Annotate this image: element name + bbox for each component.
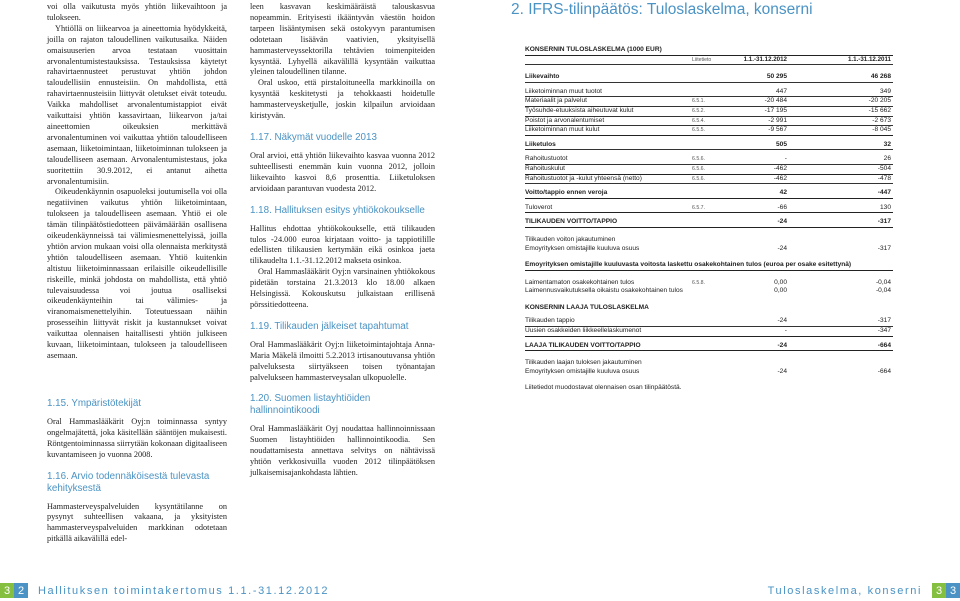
- table-row: Tuloverot 6.5.7. -66 130: [525, 204, 893, 214]
- text-column-1: [47, 2, 227, 545]
- table-row: Työsuhde-etuuksista aiheutuvat kulut 6.5.2. -17 195 -15 662: [525, 107, 893, 117]
- table-row: Emoyrityksen omistajille kuuluva osuus -24 -317: [525, 244, 891, 252]
- paragraph: Hallitus ehdottaa yhtiökokoukselle, että tilikauden tulos -24.000 euroa kirjataan voitto- ja tappiotilille edellisten tilikausien kertymään eikä osinkoa jaeta tilikaudelta 1.1.-31.12.2012 makseta osinkoa.: [250, 223, 435, 266]
- paragraph: Yhtiöllä on liikearvoa ja aineettomia hyödykkeitä, joilla on rajaton taloudellinen vaikutusaika. Näiden omaisuuserien arvoa testataan vuosittain arvonalentumistestauksissa. Testauksissa käytetyt rahavirtaennusteet perustuvat yhtiön johdon taloudellisiin ennusteisiin. On mahdollista, että rahavirtaennusteisiin liittyvät oletukset eivät toteudu. Vaikka mahdolliset arvonalentumistappiot eivät vaikuttaisi yhtiön kassavirtaan, liikearvon ja/tai aineettomien oikeuksien merkittävä arvonalentuminen voi vaikuttaa yhtiön taloudelliseen asemaan, liiketoimintaan, liiketoiminnan tulokseen ja taloudelliseen asemaan. Arvonalentumistestaus, joka suoritettiin 30.9.2012, ei antanut aihetta arvonalentumisiin.: [47, 23, 227, 186]
- paragraph: voi olla vaikutusta myös yhtiön liikevaihtoon ja tulokseen.: [47, 2, 227, 22]
- footer-section-title: Hallituksen toimintakertomus 1.1.-31.12.2012: [38, 584, 330, 597]
- section-heading: 1.15. Ympäristötekijät: [47, 397, 142, 409]
- page-title: 2. IFRS-tilinpäätös: Tuloslaskelma, konserni: [511, 1, 813, 18]
- table-row: Laimentamaton osakekohtainen tulos 6.5.8. 0,00 -0,04: [525, 278, 891, 286]
- paragraph: Hammasterveyspalveluiden kysyntätilanne on pysynyt suhteellisen vakaana, ja yksityisten hammasterveyspalveluiden markkinan odotetaan pitkällä aikavälillä edel-: [47, 501, 227, 544]
- section-heading: 1.20. Suomen listayhtiöiden hallinnointikoodi: [250, 393, 371, 417]
- table-row: Tilikauden tappio -24 -317: [525, 317, 893, 327]
- table-row: Liiketulos 505 32: [525, 141, 893, 151]
- table-row: Liikevaihto 50 295 46 268: [525, 73, 893, 83]
- column-header-row: [525, 56, 893, 66]
- paragraph: Oral Hammaslääkärit Oyj noudattaa hallinnoinnissaan Suomen listayhtiöiden hallinnointikoodia. Sen noudattamisesta annettava selvitys on nähtävissä yhtiön verkkosivuilla vuoden 2012 tilinpäätöksen julkaisemisajankohdasta lähtien.: [250, 424, 435, 478]
- section-heading: 1.19. Tilikauden jälkeiset tapahtumat: [250, 320, 409, 332]
- footer-right: [768, 583, 960, 598]
- paragraph: Oral arvioi, että yhtiön liikevaihto kasvaa vuonna 2012 suhteellisesti enemmän kuin vuonna 2012, jolloin liikevaihto kasvoi 8,6 prosenttia. Liiketuloksen arvioidaan parantuvan vuodesta 2012.: [250, 150, 435, 193]
- table-row: Rahoitustuotot 6.5.6. - 26: [525, 155, 893, 165]
- paragraph: leen kasvavan keskimääräistä talouskasvua nopeammin. Erityisesti ikääntyvän väestön hoidon tarpeen lisääntymisen sekä ostokyvyn parantumisen odotetaan lisäävän vaativien, yksityisellä hammasterveyssektorilla tehtävien toimenpiteiden kysyntää. Lyhyellä aikavälillä kysyntään vaikuttaa yleinen taloudellinen tilanne.: [250, 2, 435, 77]
- page-number-digit: 3: [946, 583, 960, 598]
- section-heading: 1.17. Näkymät vuodelle 2013: [250, 131, 377, 143]
- paragraph: Oral uskoo, että pirstaloituneella markkinoilla on kysyntää keskitetysti ja tehokkaasti hoidetulle hammasterveysketjulle, joskin kilpailun arvioidaan kiristyvän.: [250, 78, 435, 121]
- page-number-digit: 3: [0, 583, 14, 598]
- column-header-2011: 1.1.-31.12.2011: [847, 55, 891, 63]
- section-heading: 1.16. Arvio todennäköisestä tulevasta kehityksestä: [47, 470, 210, 494]
- income-statement-table: [525, 46, 893, 393]
- page-number-digit: 3: [932, 583, 946, 598]
- text-column-2: [250, 2, 435, 479]
- table-row: Poistot ja arvonalentumiset 6.5.4. -2 991 -2 673: [525, 117, 893, 127]
- table-row: Rahoituskulut 6.5.6. -462 -504: [525, 165, 893, 175]
- table-row: Uusien osakkeiden liikkeellelaskumenot - -347: [525, 327, 893, 337]
- column-header-note: Liitetieto: [692, 56, 712, 63]
- table-row: KONSERNIN LAAJA TULOSLASKELMA: [525, 303, 649, 311]
- table-row: Voitto/tappio ennen veroja 42 -447: [525, 189, 893, 199]
- paragraph: Oral Hammaslääkärit Oyj:n varsinainen yhtiökokous pidetään torstaina 21.3.2013 klo 18.00 alkaen Helsingissä. Kokouskutsu julkaistaan erillisenä pörssitiedotteena.: [250, 267, 435, 309]
- paragraph: Oral Hammaslääkärit Oyj:n liiketoimintajohtaja Anna-Maria Mäkelä ilmoitti 5.2.2013 irtisanoutuvansa yhtiön palveluksesta siirtyäkseen toisen työnantajan palvelukseen hammasterveysalan ulkopuolelle.: [250, 339, 435, 382]
- table-row: Materiaalit ja palvelut 6.5.1. -20 484 -20 205: [525, 97, 893, 107]
- table-row: Tilikauden voiton jakautuminen: [525, 235, 616, 243]
- column-header-2012: 1.1.-31.12.2012: [743, 55, 787, 63]
- table-row: TILIKAUDEN VOITTO/TAPPIO -24 -317: [525, 218, 893, 228]
- table-row: LAAJA TILIKAUDEN VOITTO/TAPPIO -24 -664: [525, 342, 893, 352]
- section-heading: 1.18. Hallituksen esitys yhtiökokoukselle: [250, 204, 425, 216]
- table-row: Rahoitustuotot ja -kulut yhteensä (netto) 6.5.6. -462 -478: [525, 175, 893, 185]
- table-row: Liiketoiminnan muut kulut 6.5.5. -9 567 -8 045: [525, 126, 893, 136]
- paragraph: Oikeudenkäynnin osapuoleksi joutumisella voi olla negatiivinen vaikutus yhtiön liiketoimintaan, tulokseen ja taloudelliseen asemaan. Yhtiö ei ole tämän tilinpäätöstiedotteen päivämäärään osallisena oikeudenkäynneissä tai välimiesmenettelyissä, joilla yhtiön arvion mukaan voisi olla olennaista merkitystä yhtiön taloudelliseen asemaan. Yhtiö kuitenkin altistuu liiketoiminnassaan erilaisille oikeudellisille riskeille, minkä johdosta on mahdollista, että yhtiö tulevaisuudessa voi joutua osalliseksi oikeudenkäynteihin tai välimies- ja viranomaismenettelyihin. Toteutuessaan näihin prosesseihin liittyvät riskit ja kustannukset voivat vaikuttaa olennaisen haitallisesti yhtiön julkiseen kuvaan, liiketoimintaan, tulokseen ja taloudelliseen asemaan.: [47, 187, 227, 360]
- table-title: KONSERNIN TULOSLASKELMA (1000 EUR): [525, 46, 662, 53]
- page-number-digit: 2: [14, 583, 28, 598]
- table-row: Tilikauden laajan tuloksen jakautuminen: [525, 359, 642, 367]
- footer-left: [0, 583, 329, 598]
- footnote: Liitetiedot muodostavat olennaisen osan tilinpäätöstä.: [525, 384, 682, 392]
- table-row: Emoyrityksen omistajille kuuluva osuus -24 -664: [525, 367, 891, 375]
- table-title-row: [525, 46, 893, 56]
- table-row: Laimennusvaikutuksella oikaistu osakekohtainen tulos 0,00 -0,04: [525, 287, 891, 295]
- table-row: Emoyrityksen omistajille kuuluvasta voitosta laskettu osakekohtainen tulos (euroa per osake esitettynä): [525, 261, 893, 271]
- paragraph: Oral Hammaslääkärit Oyj:n toiminnassa syntyy ongelmajätettä, joka käsitellään sääntöjen mukaisesti. Röntgentoiminnassa siirrytään kokonaan digitaaliseen kuvantamiseen jo vuonna 2008.: [47, 416, 227, 459]
- table-row: Liiketoiminnan muut tuotot 447 349: [525, 88, 893, 98]
- footer-section-title: Tuloslaskelma, konserni: [767, 584, 922, 597]
